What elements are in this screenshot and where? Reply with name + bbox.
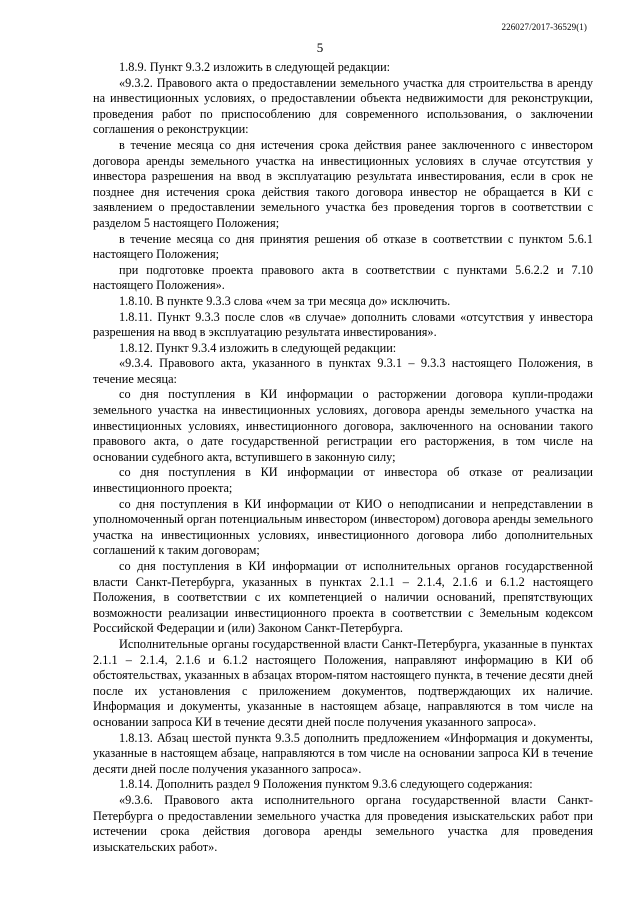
paragraph: в течение месяца со дня принятия решения об отказе в соответствии с пунктом 5.6.1 настоящего Положения; [93,231,593,262]
paragraph: со дня поступления в КИ информации от инвестора об отказе от реализации инвестиционного проекта; [93,465,593,496]
paragraph: при подготовке проекта правового акта в соответствии с пунктами 5.6.2.2 и 7.10 настоящего Положения». [93,262,593,293]
page-number: 5 [316,40,324,55]
paragraph: 1.8.13. Абзац шестой пункта 9.3.5 дополнить предложением «Информация и документы, указанные в настоящем абзаце, направляются в том числе на основании запроса КИ в течение десяти дней после получения указанного запроса». [93,730,593,776]
paragraph: Исполнительные органы государственной власти Санкт-Петербурга, указанные в пунктах 2.1.1 – 2.1.4, 2.1.6 и 6.1.2 настоящего Положения, направляют информацию в КИ об обстоятельствах, указанных в абзацах втором-пятом настоящего пункта, в течение десяти дней после их установления с приложением документов, подтверждающих их наличие. Информация и документы, указанные в настоящем абзаце, направляются в том числе на основании запроса КИ в течение десяти дней после получения указанного запроса». [93,636,593,729]
paragraph: со дня поступления в КИ информации от КИО о неподписании и непредставлении в уполномоченный орган потенциальным инвестором (инвестором) договора аренды земельного участка на инвестиционных условиях, инвестиционного договора либо дополнительных соглашений к таким договорам; [93,496,593,558]
paragraph: «9.3.4. Правового акта, указанного в пунктах 9.3.1 – 9.3.3 настоящего Положения, в течение месяца: [93,356,593,386]
paragraph: со дня поступления в КИ информации о расторжении договора купли-продажи земельного участка на инвестиционных условиях, договора аренды земельного участка на инвестиционных условиях, инвестиционного договора, заключенного на основании такого правового акта, о дате государственной регистрации его расторжения, в том числе на основании судебного акта, вступившего в законную силу; [93,387,593,464]
paragraph: «9.3.6. Правового акта исполнительного органа государственной власти Санкт-Петербурга о предоставлении земельного участка для проведения изыскательских работ при истечении срока действия договора аренды земельного участка для проведения изыскательских работ». [93,792,593,854]
paragraph: со дня поступления в КИ информации от исполнительных органов государственной власти Санкт-Петербурга, указанных в пунктах 2.1.1 – 2.1.4, 2.1.6 и 6.1.2 настоящего Положения, в соответствии с их компетенцией о наличии оснований, препятствующих возможности реализации инвестиционного проекта в соответствии с Земельным кодексом Российской Федерации и (или) Законом Санкт-Петербурга. [93,559,593,636]
paragraph: 1.8.14. Дополнить раздел 9 Положения пунктом 9.3.6 следующего содержания: [119,777,533,792]
paragraph: 1.8.11. Пункт 9.3.3 после слов «в случае» дополнить словами «отсутствия у инвестора разрешения на ввод в эксплуатацию результата инвестирования». [93,309,593,340]
document-registration-code: 226027/2017-36529(1) [501,22,587,32]
paragraph: 1.8.10. В пункте 9.3.3 слова «чем за три месяца до» исключить. [119,293,451,308]
document-body [93,60,593,855]
paragraph: 1.8.9. Пункт 9.3.2 изложить в следующей редакции: [119,60,391,74]
paragraph: в течение месяца со дня истечения срока действия ранее заключенного с инвестором договора аренды земельного участка на инвестиционных условиях в случае отсутствия у инвестора разрешения на ввод в эксплуатацию результата инвестирования, если в срок не позднее дня истечения срока действия такого договора инвестор не обращается в КИ с заявлением о предоставлении земельного участка без проведения торгов в соответствии с разделом 5 настоящего Положения; [93,137,593,230]
paragraph: 1.8.12. Пункт 9.3.4 изложить в следующей редакции: [119,340,397,355]
paragraph: «9.3.2. Правового акта о предоставлении земельного участка для строительства в аренду на инвестиционных условиях, о предоставлении объекта недвижимости для реконструкции, проведения работ по приспособлению для современного использования, о заключении соглашения о реконструкции: [93,75,593,137]
